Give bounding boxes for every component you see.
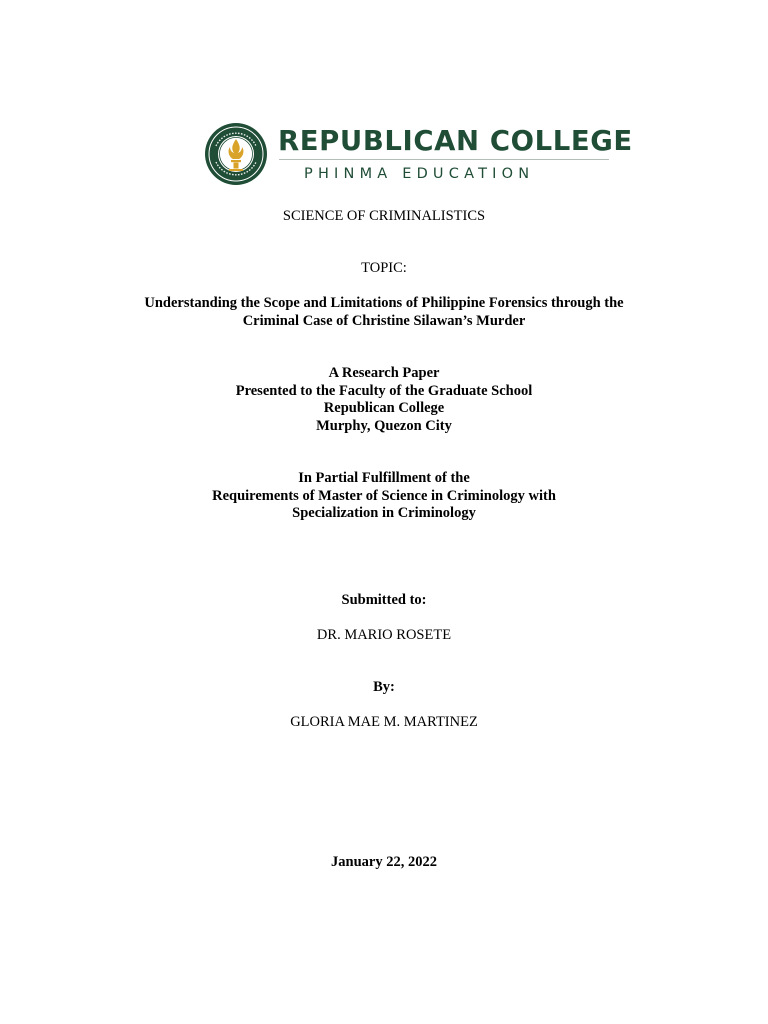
topic-label: TOPIC: <box>361 260 407 276</box>
by-label: By: <box>373 679 395 695</box>
logo-divider <box>279 159 609 160</box>
paper-line-1: A Research Paper <box>328 365 440 381</box>
college-seal-icon <box>204 122 268 186</box>
topic-line-1: Understanding the Scope and Limitations of Philippine Forensics through the <box>144 295 624 311</box>
topic-line-2: Criminal Case of Christine Silawan’s Murder <box>242 313 526 329</box>
college-logo <box>204 122 633 188</box>
submission-date: January 22, 2022 <box>331 854 437 870</box>
course-title: SCIENCE OF CRIMINALISTICS <box>282 208 486 224</box>
adviser-name: DR. MARIO ROSETE <box>316 627 452 643</box>
fulfillment-line-1: In Partial Fulfillment of the <box>298 470 470 486</box>
paper-line-3: Republican College <box>323 400 445 416</box>
paper-line-2: Presented to the Faculty of the Graduate School <box>235 383 533 399</box>
college-name: REPUBLICAN COLLEGE <box>278 125 633 157</box>
submitted-to-label: Submitted to: <box>341 592 427 608</box>
fulfillment-line-3: Specialization in Criminology <box>292 505 476 521</box>
fulfillment-line-2: Requirements of Master of Science in Criminology with <box>212 488 556 504</box>
college-subtitle: PHINMA EDUCATION <box>304 166 535 182</box>
paper-line-4: Murphy, Quezon City <box>316 418 452 434</box>
author-name: GLORIA MAE M. MARTINEZ <box>290 714 478 730</box>
